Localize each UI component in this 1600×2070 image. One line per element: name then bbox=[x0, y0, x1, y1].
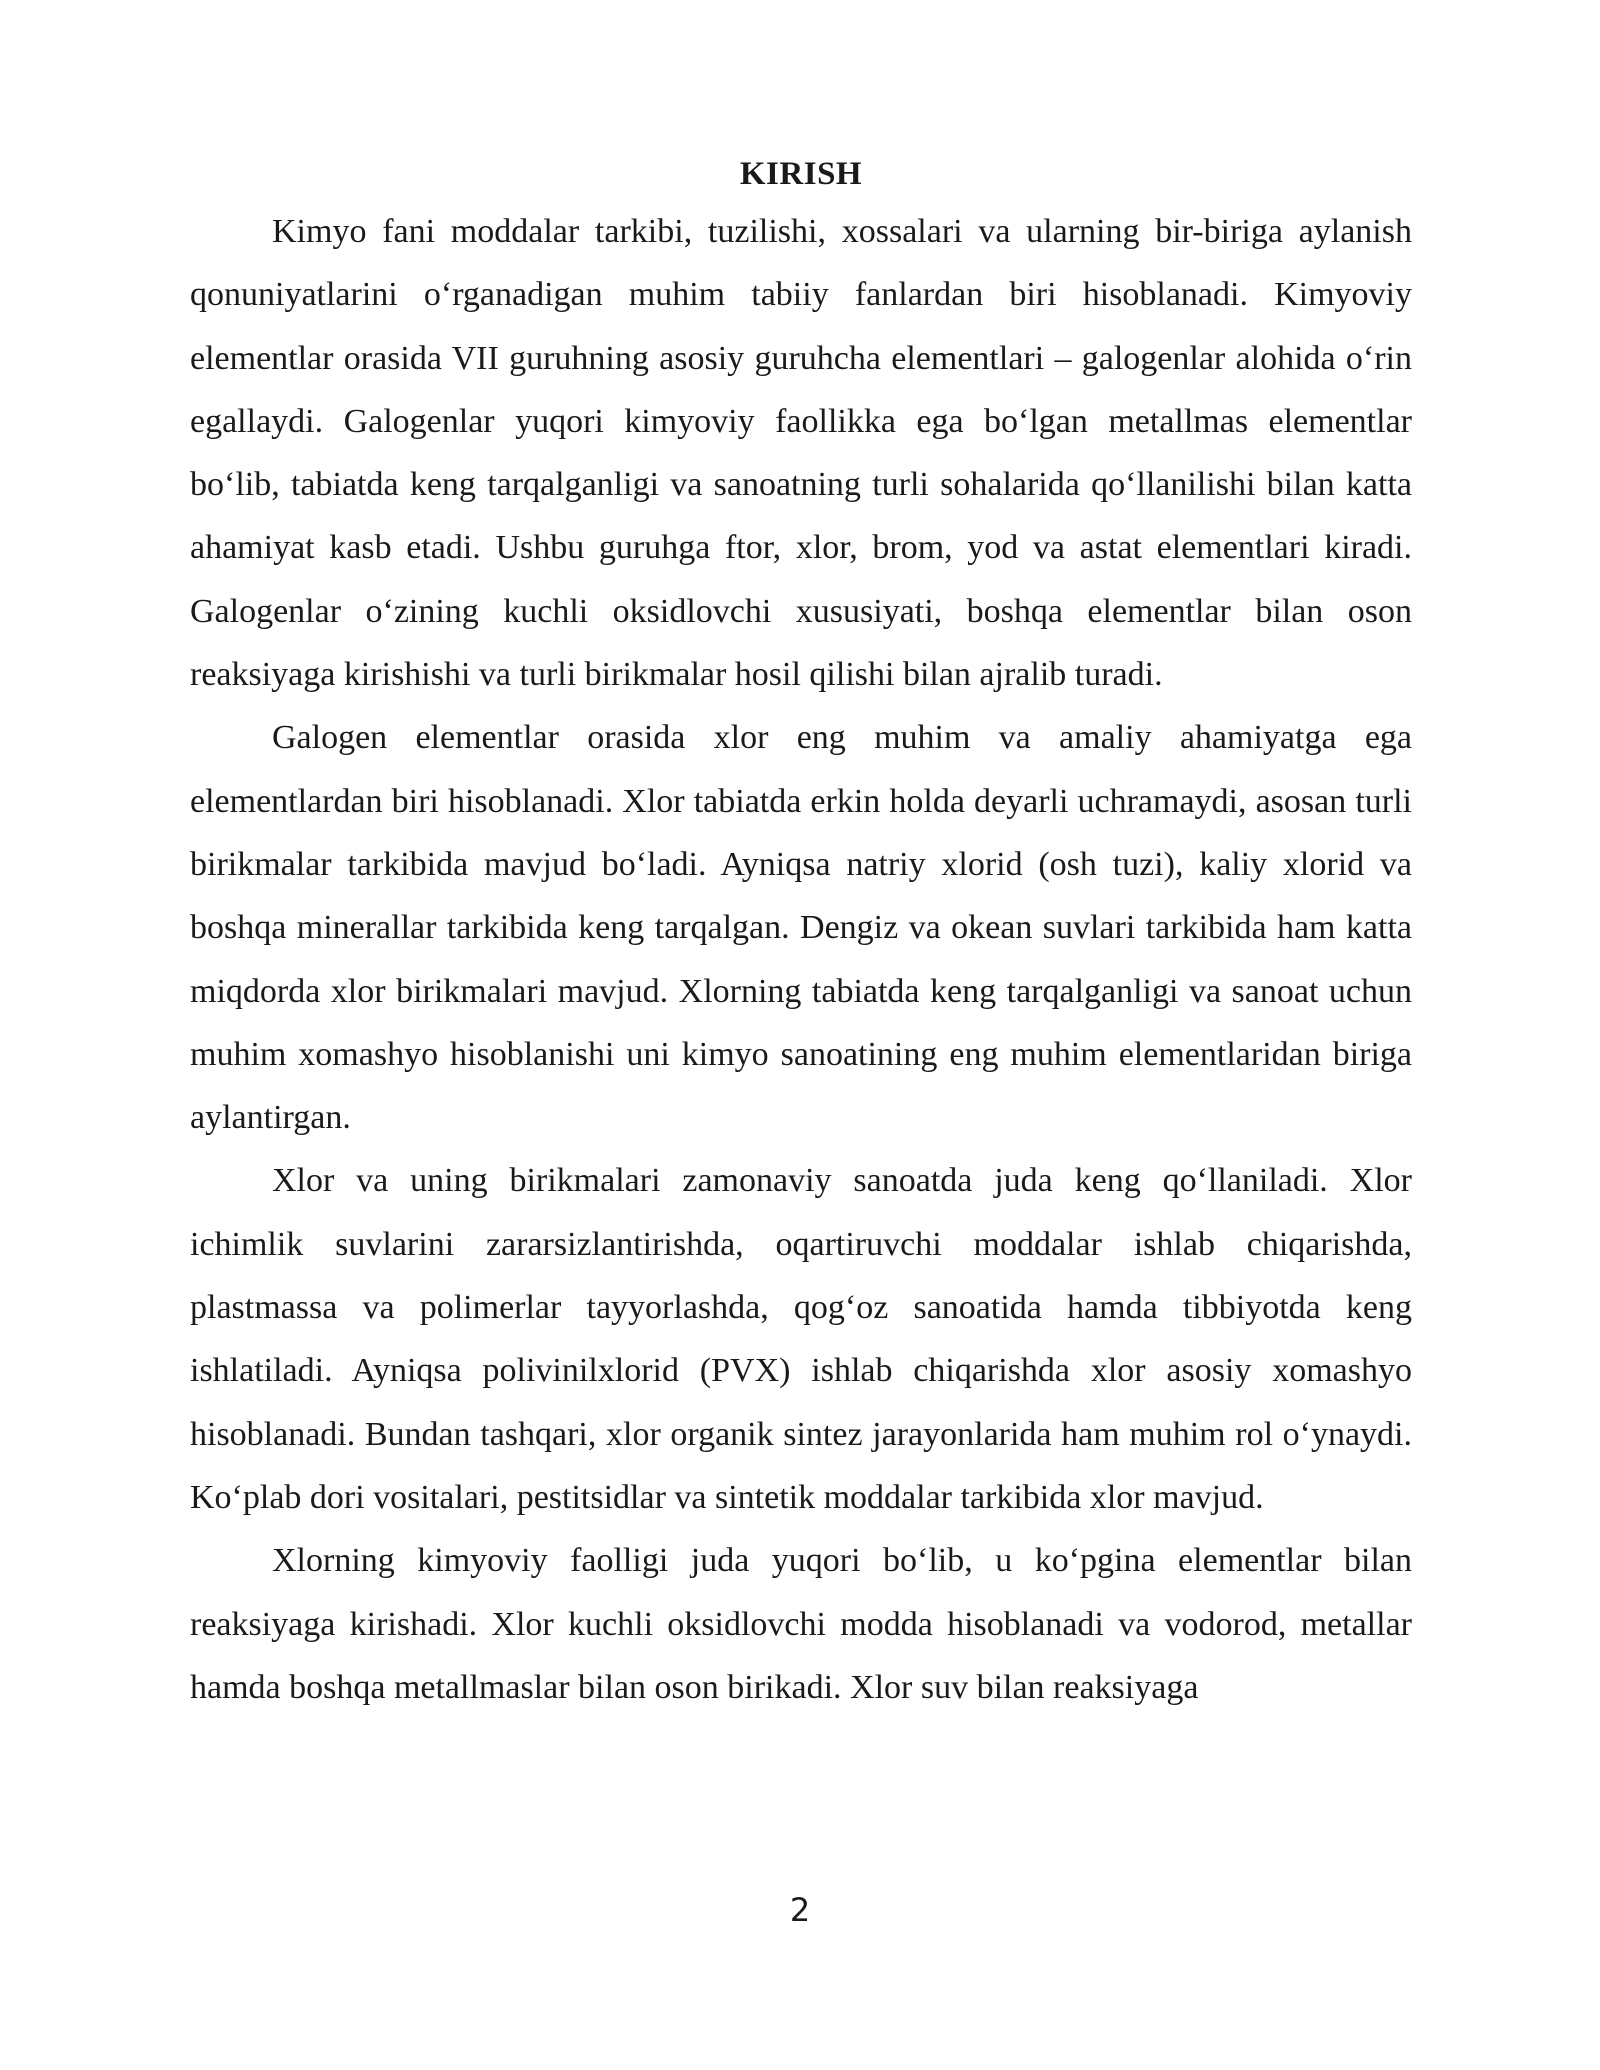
paragraph-3: Xlor va uning birikmalari zamonaviy sanoatda juda keng qo‘llaniladi. Xlor ichimlik suvlarini zararsizlantirishda, oqartiruvchi moddalar ishlab chiqarishda, plastmassa va polimerlar tayyorlashda, qog‘oz sanoatida hamda tibbiyotda keng ishlatiladi. Ayniqsa polivinilxlorid (PVX) ishlab chiqarishda xlor asosiy xomashyo hisoblanadi. Bundan tashqari, xlor organik sintez jarayonlarida ham muhim rol o‘ynaydi. Ko‘plab dori vositalari, pestitsidlar va sintetik moddalar tarkibida xlor mavjud. bbox=[190, 1162, 1412, 1516]
paragraph-2: Galogen elementlar orasida xlor eng muhim va amaliy ahamiyatga ega elementlardan biri hisoblanadi. Xlor tabiatda erkin holda deyarli uchramaydi, asosan turli birikmalar tarkibida mavjud bo‘ladi. Ayniqsa natriy xlorid (osh tuzi), kaliy xlorid va boshqa minerallar tarkibida keng tarqalgan. Dengiz va okean suvlari tarkibida ham katta miqdorda xlor birikmalari mavjud. Xlorning tabiatda keng tarqalganligi va sanoat uchun muhim xomashyo hisoblanishi uni kimyo sanoatining eng muhim elementlaridan biriga aylantirgan. bbox=[190, 719, 1412, 1137]
page-number: 2 bbox=[789, 1891, 811, 1929]
paragraph-1: Kimyo fani moddalar tarkibi, tuzilishi, xossalari va ularning bir-biriga aylanish qonuniyatlarini o‘rganadigan muhim tabiiy fanlardan biri hisoblanadi. Kimyoviy elementlar orasida VII guruhning asosiy guruhcha elementlari – galogenlar alohida o‘rin egallaydi. Galogenlar yuqori kimyoviy faollikka ega bo‘lgan metallmas elementlar bo‘lib, tabiatda keng tarqalganligi va sanoatning turli sohalarida qo‘llanilishi bilan katta ahamiyat kasb etadi. Ushbu guruhga ftor, xlor, brom, yod va astat elementlari kiradi. Galogenlar o‘zining kuchli oksidlovchi xususiyati, boshqa elementlar bilan oson reaksiyaga kirishishi va turli birikmalar hosil qilishi bilan ajralib turadi. bbox=[190, 213, 1412, 694]
page-content bbox=[190, 148, 1412, 1719]
paragraph-4: Xlorning kimyoviy faolligi juda yuqori bo‘lib, u ko‘pgina elementlar bilan reaksiyaga kirishadi. Xlor kuchli oksidlovchi modda hisoblanadi va vodorod, metallar hamda boshqa metallmaslar bilan oson birikadi. Xlor suv bilan reaksiyaga bbox=[190, 1542, 1412, 1706]
section-title: KIRISH bbox=[739, 156, 863, 192]
